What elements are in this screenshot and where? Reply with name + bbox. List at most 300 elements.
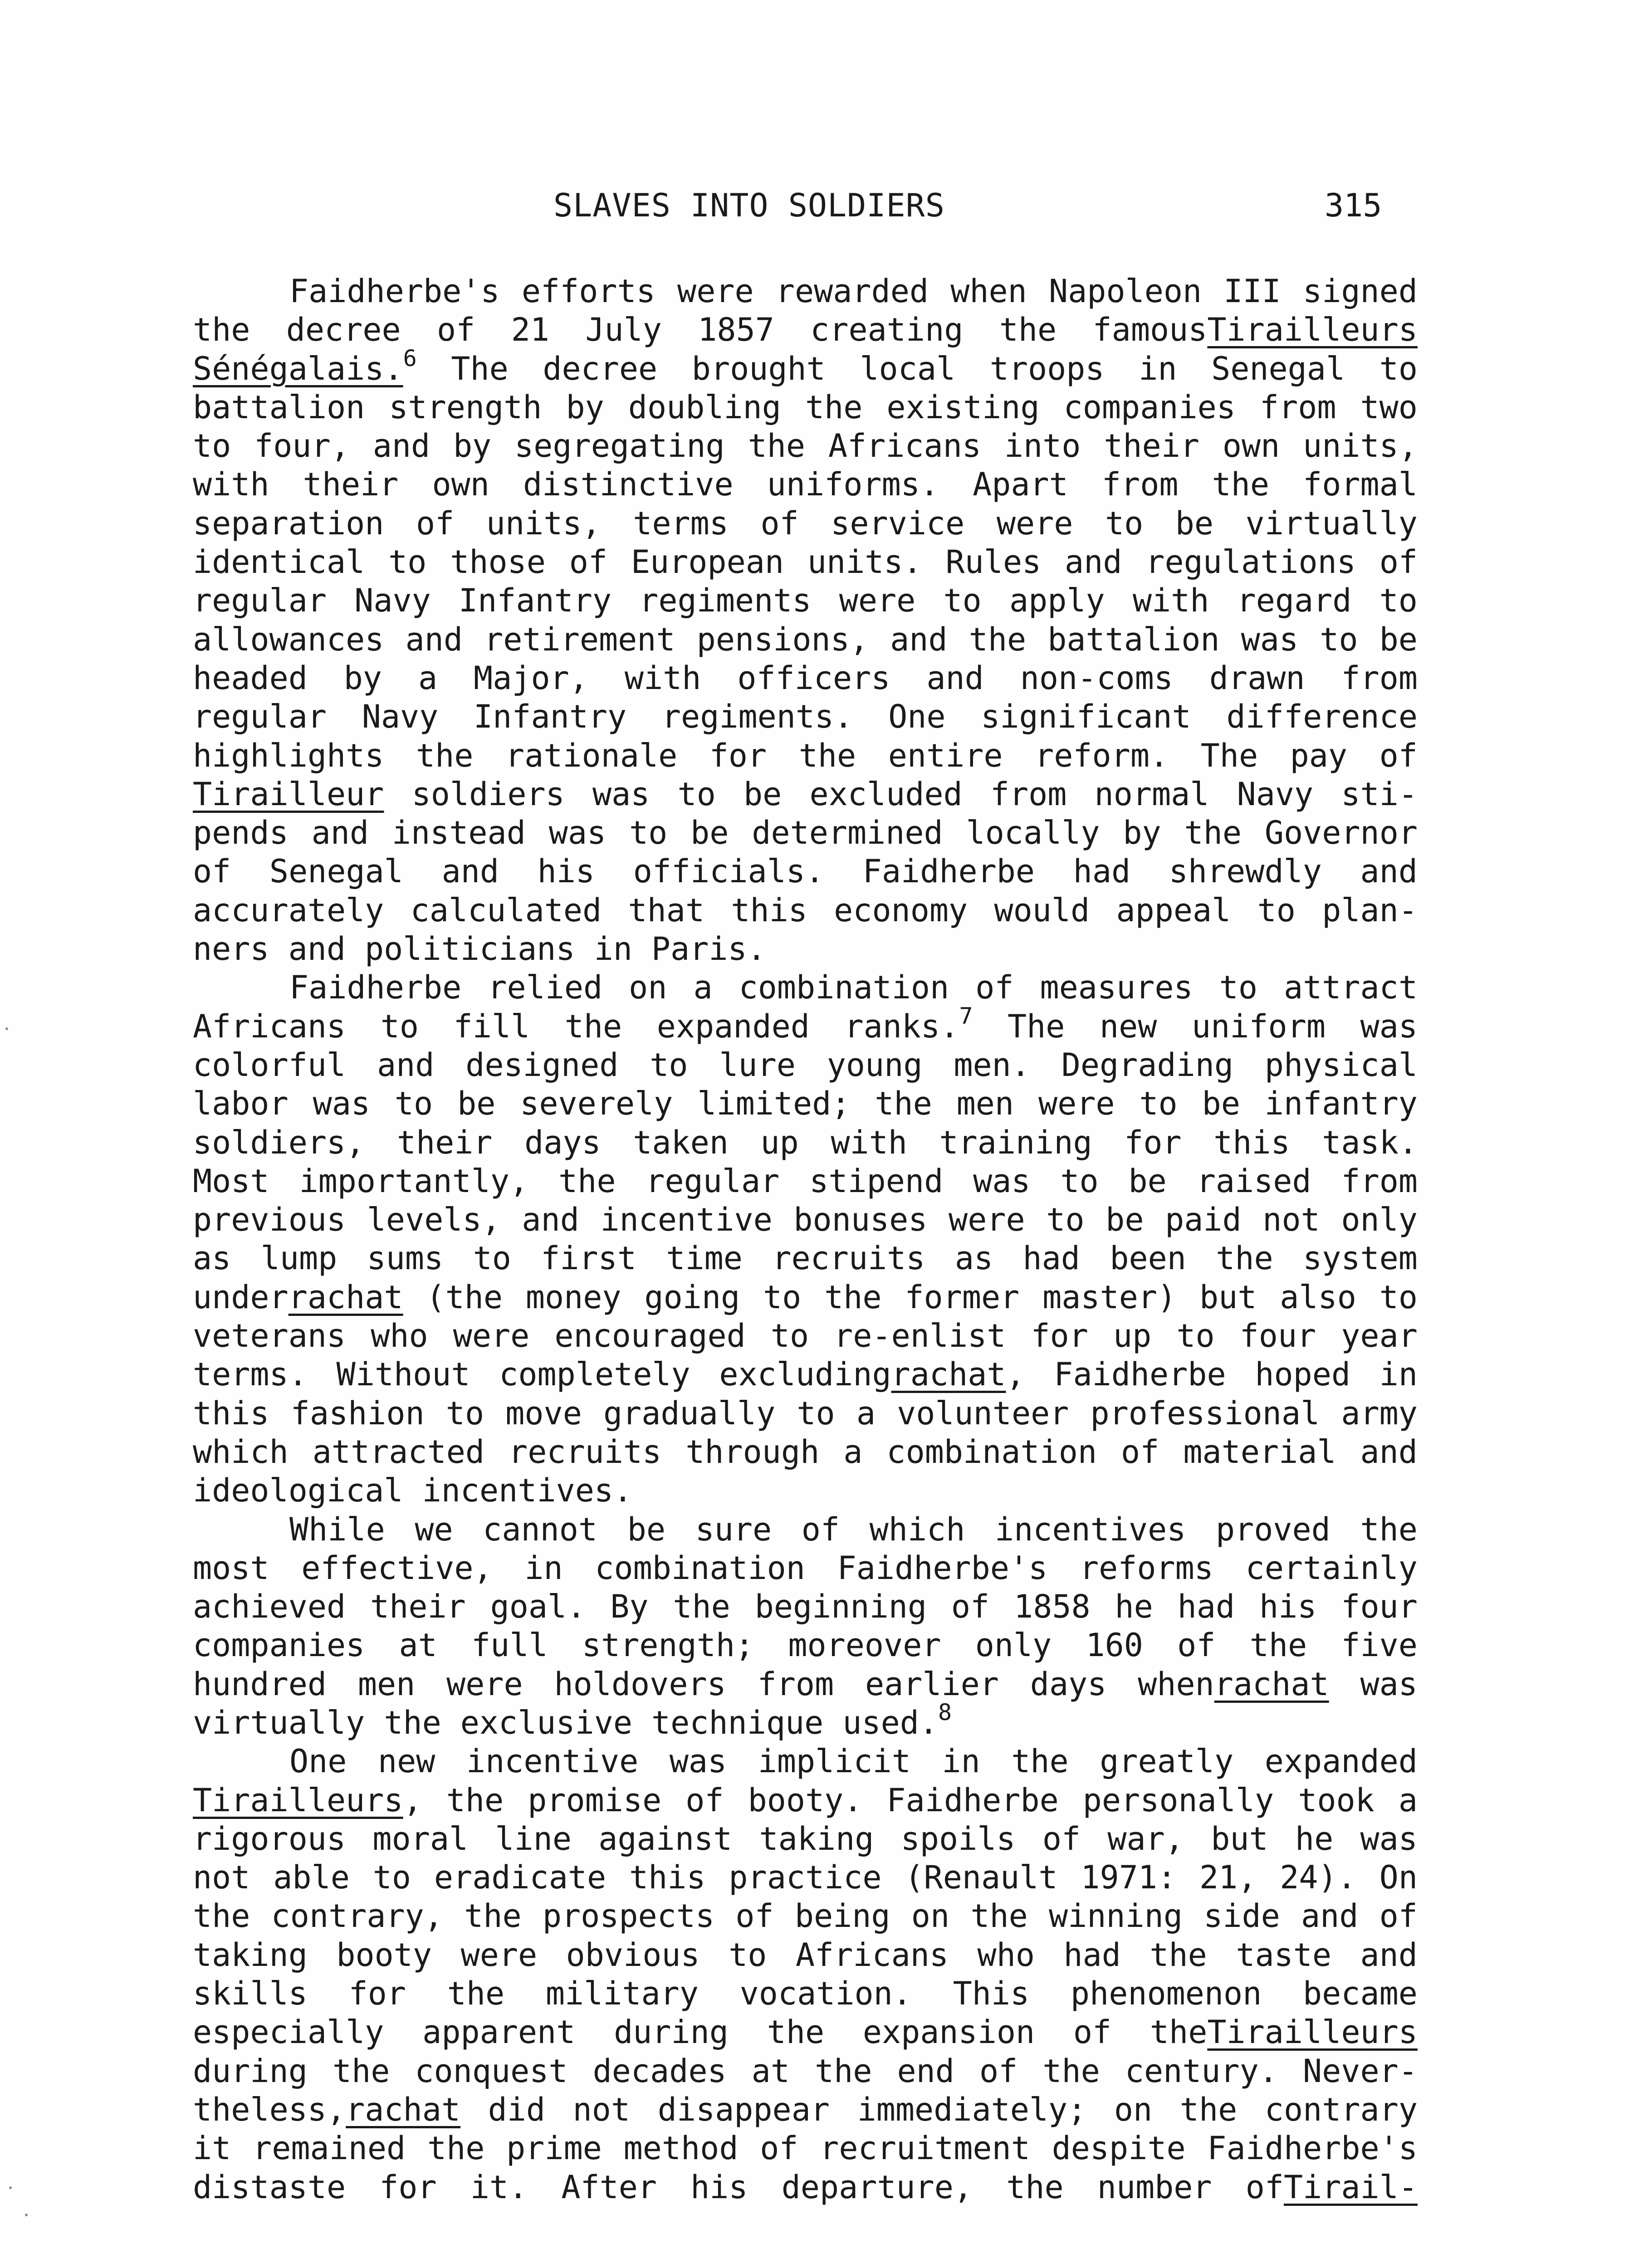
word-text: locally — [966, 814, 1100, 852]
word — [650, 1046, 688, 1085]
word-text: moral — [372, 1820, 469, 1857]
word-text: calculated — [410, 891, 602, 929]
word-text: of — [437, 311, 475, 349]
word-text: to — [1105, 504, 1144, 542]
word — [451, 350, 508, 388]
word-text: Apart — [973, 466, 1068, 503]
word — [1104, 427, 1199, 465]
text-line — [193, 852, 1418, 891]
word-text: on — [629, 969, 667, 1007]
word-text: first — [541, 1240, 636, 1277]
word — [1052, 2129, 1186, 2168]
word — [957, 1085, 1014, 1123]
word — [543, 350, 657, 388]
word-text: infantry — [1264, 1085, 1418, 1123]
word-text: 21 — [511, 311, 549, 349]
word-text: identical — [193, 543, 365, 581]
word — [1080, 1549, 1213, 1588]
text-line — [193, 2052, 1418, 2091]
word — [788, 1626, 941, 1665]
word — [1046, 1201, 1084, 1239]
word — [953, 1975, 1030, 2013]
word-text: creating — [810, 311, 964, 349]
word-text: and — [522, 1201, 579, 1239]
word — [692, 350, 826, 388]
word — [997, 504, 1073, 543]
word — [1176, 1317, 1214, 1355]
word — [193, 465, 269, 504]
word-text: 1971: — [1081, 1859, 1177, 1897]
word-text: task. — [1322, 1124, 1418, 1161]
word-text: he — [1295, 1820, 1334, 1857]
word — [1303, 427, 1418, 465]
word-text: effective, — [301, 1549, 493, 1587]
word — [505, 1394, 582, 1433]
word-text: formal — [1303, 466, 1418, 503]
word-text: expanded — [656, 1007, 810, 1045]
word — [697, 621, 869, 659]
word — [193, 1549, 269, 1588]
word-text: be — [1202, 1085, 1240, 1123]
footnote-marker: 8 — [938, 1699, 952, 1725]
word — [752, 2052, 790, 2091]
word — [303, 465, 399, 504]
word-text: most — [193, 1549, 269, 1587]
page-number: 315 — [1325, 187, 1382, 224]
word-text: military — [545, 1975, 699, 2013]
word — [193, 427, 231, 465]
word — [875, 1085, 932, 1123]
word — [193, 1588, 346, 1626]
word-text: Most — [193, 1162, 269, 1200]
word-text: were — [446, 1665, 523, 1703]
text-line — [193, 1355, 1418, 1394]
text-line — [193, 427, 1418, 465]
word — [1280, 1858, 1356, 1897]
word — [193, 814, 289, 852]
word — [1341, 1588, 1418, 1626]
word-text: phenomenon — [1070, 1975, 1262, 2013]
word — [1246, 1549, 1418, 1588]
word-text: for — [1031, 1317, 1088, 1355]
word-text: was — [669, 1743, 727, 1780]
word-text: virtually — [193, 1704, 365, 1741]
word-text: recruitment — [820, 2130, 1030, 2167]
word-text: on — [1114, 2091, 1153, 2128]
word-text: fashion — [290, 1394, 425, 1432]
word-text: disappear — [657, 2091, 830, 2128]
word — [565, 1007, 622, 1046]
word — [1257, 891, 1296, 930]
word-text: his — [537, 853, 595, 890]
word-text: to — [394, 1085, 433, 1123]
word-text: regiments — [639, 582, 812, 620]
word-text: uniforms. — [767, 466, 939, 503]
word-text: took — [1298, 1781, 1375, 1819]
text-line — [193, 1239, 1418, 1278]
word-text: that — [628, 891, 705, 929]
word-text: moreover — [788, 1627, 941, 1664]
word-text: to — [1176, 1317, 1215, 1355]
word — [370, 1588, 466, 1626]
word — [193, 1124, 365, 1162]
word — [796, 1936, 949, 1975]
word-text: pends — [193, 814, 289, 852]
word-text: limited; — [697, 1085, 851, 1123]
word — [416, 737, 473, 775]
word-text: encouraged — [554, 1317, 746, 1355]
word — [193, 1317, 346, 1355]
footnote-marker: 7 — [959, 1002, 973, 1029]
word — [1380, 543, 1418, 582]
word-text: also — [1280, 1278, 1356, 1316]
word — [523, 465, 734, 504]
word-text: significant — [981, 698, 1191, 736]
word — [897, 1394, 1069, 1433]
word-text: and — [1360, 1936, 1418, 1974]
word-text: distaste — [193, 2168, 346, 2206]
word-text: combination — [595, 1549, 805, 1587]
word-text: raised — [1196, 1162, 1311, 1200]
word — [598, 1820, 732, 1858]
word — [759, 1820, 874, 1858]
word — [1246, 2168, 1418, 2207]
word — [1138, 1665, 1329, 1704]
word — [748, 1781, 863, 1820]
underlined-term: rachat — [346, 2091, 461, 2128]
word — [1341, 1626, 1418, 1665]
word-text: rationale — [505, 737, 678, 774]
word-text: of — [416, 504, 455, 542]
text-line — [193, 582, 1418, 620]
word-text: excluding — [719, 1356, 891, 1393]
word-text: the — [999, 311, 1057, 349]
word — [289, 1510, 385, 1549]
word — [629, 1858, 706, 1897]
word-text: hundred — [193, 1665, 327, 1703]
word — [628, 388, 781, 427]
word-text: the — [446, 1781, 504, 1819]
scan-speck — [5, 1027, 8, 1030]
word-text: European — [631, 543, 784, 581]
text-line — [193, 1936, 1418, 1975]
word-text: soldiers, — [193, 1124, 365, 1161]
word — [1265, 1742, 1418, 1781]
word-text: booty. — [748, 1781, 863, 1819]
word-text: of — [1379, 1897, 1418, 1935]
word-text: line — [495, 1820, 572, 1857]
text-line — [193, 1471, 1418, 1510]
word — [395, 1085, 433, 1123]
word — [857, 2091, 1087, 2129]
word — [261, 1239, 338, 1278]
word — [299, 1162, 528, 1201]
word — [546, 1975, 699, 2013]
word-text: and — [1065, 543, 1122, 581]
word — [505, 737, 677, 775]
word — [1303, 1239, 1418, 1278]
word — [1211, 350, 1345, 388]
word — [271, 1897, 443, 1936]
word-text: importantly, — [299, 1162, 529, 1200]
word-text: by — [453, 427, 492, 465]
word — [193, 1975, 308, 2013]
text-line — [193, 1085, 1418, 1123]
word-text: While — [289, 1510, 385, 1548]
word — [995, 1510, 1186, 1549]
word — [1145, 543, 1356, 582]
word — [1360, 1665, 1417, 1704]
word-text: of — [569, 543, 608, 581]
word — [1183, 1433, 1336, 1471]
word — [365, 930, 575, 968]
word — [1184, 814, 1242, 852]
word — [595, 1549, 805, 1588]
word-text: Rules — [945, 543, 1042, 581]
word — [488, 968, 602, 1007]
word — [897, 2052, 954, 2091]
word-text: Major, — [474, 659, 588, 697]
word — [614, 2013, 729, 2052]
word — [1280, 1278, 1356, 1317]
word-text: were — [949, 1201, 1025, 1239]
word — [685, 1781, 724, 1820]
word — [670, 1742, 727, 1781]
word — [483, 1510, 597, 1549]
word — [422, 1471, 633, 1510]
word-text: volunteer — [897, 1394, 1069, 1432]
word — [1223, 272, 1281, 311]
word-text: and — [377, 1046, 435, 1084]
word — [1006, 2168, 1063, 2207]
word — [453, 1317, 530, 1355]
word — [193, 1394, 269, 1433]
word — [367, 1201, 501, 1239]
word-text: units, — [1303, 427, 1418, 465]
text-line — [193, 1781, 1418, 1820]
word — [755, 1588, 927, 1626]
word — [951, 1588, 989, 1626]
word — [549, 814, 606, 852]
word — [799, 737, 856, 775]
word — [1207, 2129, 1418, 2168]
word — [490, 1588, 586, 1626]
word-text: of — [1245, 2168, 1284, 2206]
word — [1303, 2052, 1418, 2091]
word — [973, 465, 1068, 504]
text-line — [193, 2168, 1418, 2207]
word-text: 24). — [1280, 1859, 1356, 1897]
word — [554, 1317, 745, 1355]
word-text: the — [464, 1897, 522, 1935]
word-text: own — [432, 466, 489, 503]
word-text: gradually — [603, 1394, 776, 1432]
word — [886, 1781, 1058, 1820]
word-text: existing — [886, 388, 1040, 426]
underlined-term: rachat — [1214, 1665, 1329, 1703]
word — [1260, 388, 1336, 427]
word-text: Faidherbe — [886, 1781, 1059, 1819]
word-text: and — [311, 814, 369, 852]
word-text: accurately — [193, 891, 384, 929]
word — [381, 1007, 419, 1046]
word — [954, 1046, 1030, 1085]
word — [809, 1162, 943, 1201]
word-text: and — [405, 621, 463, 658]
word-text: spoils — [900, 1820, 1016, 1857]
word — [735, 1897, 773, 1936]
word — [522, 272, 656, 311]
word-text: time — [666, 1240, 743, 1277]
word — [810, 311, 963, 349]
word-text: cannot — [483, 1510, 598, 1548]
word-text: with — [831, 1124, 907, 1161]
word-text: the — [193, 311, 250, 349]
word — [253, 2129, 406, 2168]
word-text: the — [673, 1588, 730, 1626]
word — [737, 659, 890, 698]
word — [1236, 1936, 1331, 1975]
word — [815, 2052, 872, 2091]
word — [499, 1355, 690, 1394]
word — [193, 659, 308, 698]
word — [378, 1742, 435, 1781]
word — [426, 1278, 503, 1317]
word-text: in — [594, 930, 632, 968]
word-text: highlights — [193, 737, 384, 774]
word — [193, 504, 384, 543]
word — [289, 1742, 347, 1781]
word-text: to — [650, 1046, 688, 1084]
word-text: side — [1203, 1897, 1280, 1935]
word-text: who — [977, 1936, 1035, 1974]
word-text: was — [313, 1085, 371, 1123]
word-text: exclusive — [460, 1704, 633, 1741]
word-text: men — [956, 1085, 1014, 1123]
word — [379, 2168, 436, 2207]
word-text: of — [760, 504, 799, 542]
word — [1284, 968, 1418, 1007]
word-text: to — [770, 1317, 809, 1355]
word-text: which — [869, 1510, 965, 1548]
word-text: into — [1004, 427, 1081, 465]
word-text: sums — [367, 1240, 444, 1277]
word — [593, 2052, 727, 2091]
word-text: the — [969, 621, 1027, 658]
word — [970, 1897, 1027, 1936]
text-line — [193, 543, 1418, 582]
word — [411, 891, 602, 930]
word-text: lump — [260, 1240, 338, 1277]
text-line — [193, 1820, 1418, 1858]
word — [520, 1085, 673, 1123]
word-text: in — [942, 1743, 980, 1780]
word-text: despite — [1052, 2130, 1186, 2167]
text-line — [193, 621, 1418, 659]
word-text: companies — [193, 1627, 365, 1664]
word — [1303, 465, 1418, 504]
word-text: going — [644, 1278, 740, 1316]
word-text: material — [1183, 1433, 1336, 1471]
word — [582, 1626, 754, 1665]
word — [193, 1781, 422, 1820]
word — [538, 852, 595, 891]
word-text: expanded — [1264, 1743, 1418, 1780]
underlined-term: rachat — [288, 1278, 403, 1316]
word-text: his — [690, 2168, 748, 2206]
word — [1250, 1626, 1307, 1665]
word — [193, 1820, 346, 1858]
word-text: contrary — [1264, 2091, 1418, 2128]
word — [805, 388, 862, 427]
word — [624, 2129, 739, 2168]
word — [719, 1046, 796, 1085]
word-text: not — [1262, 1201, 1320, 1239]
word-text: Faidherbe — [862, 853, 1035, 890]
word — [950, 272, 1027, 311]
word-text: to — [1139, 1085, 1178, 1123]
word — [1116, 891, 1231, 930]
word — [193, 1162, 269, 1201]
word — [990, 775, 1067, 814]
word-text: the — [805, 388, 863, 426]
word — [372, 1820, 468, 1858]
word-text: remained — [253, 2130, 406, 2167]
word-text: On — [1379, 1859, 1418, 1897]
word — [373, 1858, 411, 1897]
word-text: 160 — [1086, 1627, 1143, 1664]
word — [842, 1699, 952, 1742]
word — [1049, 272, 1202, 311]
word — [1380, 582, 1418, 620]
word-text: to — [1046, 1201, 1085, 1239]
word-text: the — [193, 1897, 250, 1935]
word-text: of — [1073, 2014, 1112, 2051]
word-text: segregating — [514, 427, 725, 465]
word — [585, 311, 662, 349]
word — [454, 1007, 530, 1046]
word — [625, 659, 701, 698]
word — [594, 930, 632, 968]
word — [193, 621, 384, 659]
word — [802, 1510, 840, 1549]
word-text: did — [488, 2091, 546, 2128]
word-text: , — [403, 1781, 422, 1819]
word-text: through — [685, 1433, 820, 1471]
word-text: were — [996, 504, 1073, 542]
word — [673, 1588, 730, 1626]
word — [388, 543, 426, 582]
word — [446, 1394, 484, 1433]
word-text: a — [856, 1394, 876, 1432]
word-text: service — [831, 504, 965, 542]
word — [946, 543, 1042, 582]
word — [693, 968, 712, 1007]
word — [1100, 1007, 1157, 1046]
word — [193, 1007, 346, 1046]
word — [1255, 1355, 1350, 1394]
word-text: this — [193, 1394, 269, 1432]
word-text: incentives. — [422, 1472, 633, 1510]
word-text: to — [473, 1240, 511, 1277]
word-text: pay — [1290, 737, 1348, 774]
word-text: combination — [739, 969, 949, 1007]
word — [1110, 1239, 1186, 1278]
word — [890, 621, 947, 659]
word-text: with — [193, 466, 269, 503]
word-text: the — [1360, 1510, 1418, 1548]
word — [831, 504, 964, 543]
